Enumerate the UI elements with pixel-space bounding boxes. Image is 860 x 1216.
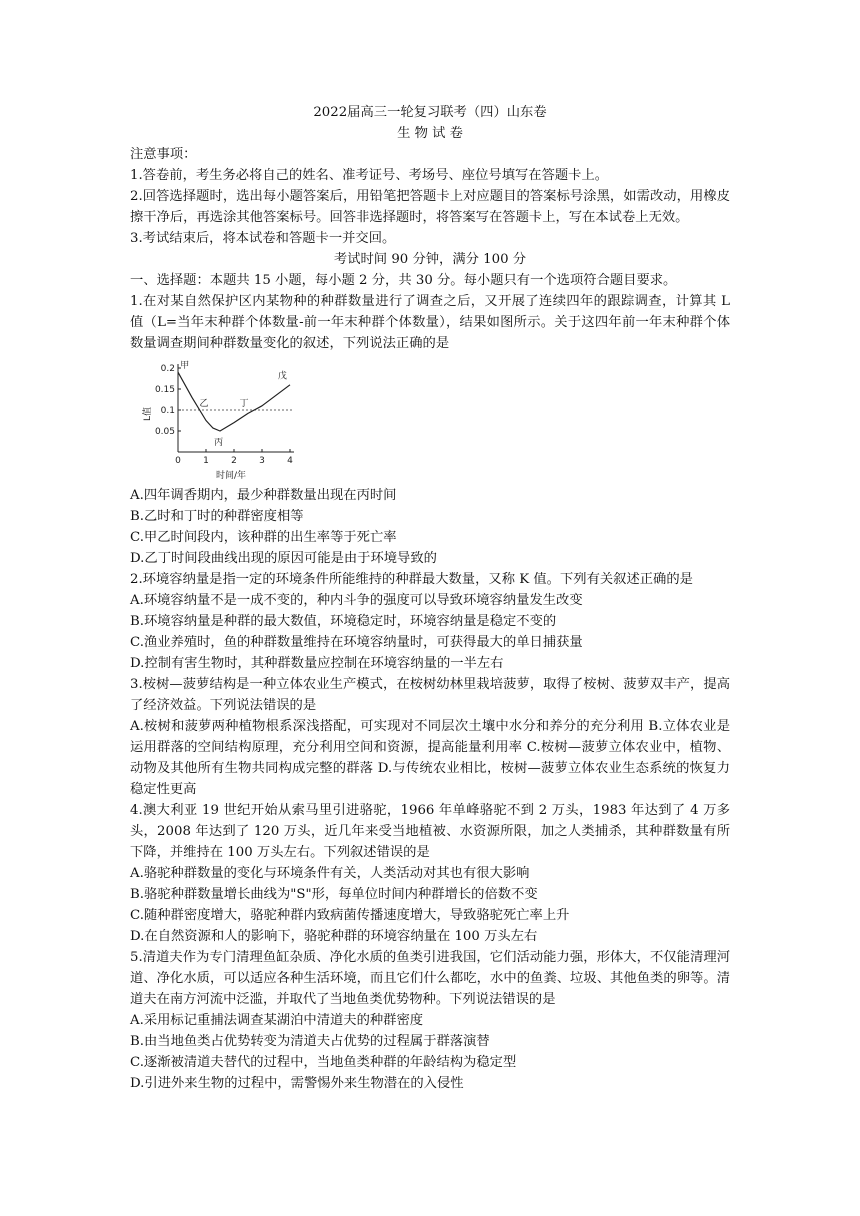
question-1-stem: 1.在对某自然保护区内某物种的种群数量进行了调查之后，又开展了连续四年的跟踪调查，计算其 L 值（L=当年末种群个体数量-前一年末种群个体数量），结果如图所示。关于这四年前一年末种群个体数量调查期间种群数量变化的叙述，下列说法正确的是 — [130, 294, 730, 351]
y-axis-label: L值 — [143, 406, 153, 422]
question-5-stem: 5.清道夫作为专门清理鱼缸杂质、净化水质的鱼类引进我国，它们活动能力强，形体大，不仅能清理河道、净化水质，可以适应各种生活环境，而且它们什么都吃，水中的鱼粪、垃圾、其他鱼类的卵等。清道夫在南方河流中泛滥，并取代了当地鱼类优势物种。下列说法错误的是 — [130, 950, 730, 1007]
y-tick-label: 0.2 — [160, 364, 175, 374]
exam-page — [130, 102, 730, 1094]
question-4-option-c: C.随种群密度增大，骆驼种群内致病菌传播速度增大，导致骆驼死亡率上升 — [130, 908, 570, 923]
x-tick-label: 1 — [203, 456, 209, 466]
question-4-option-a: A.骆驼种群数量的变化与环境条件有关，人类活动对其也有很大影响 — [130, 866, 530, 881]
question-4-option-d: D.在自然资源和人的影响下，骆驼种群的环境容纳量在 100 万头左右 — [130, 929, 538, 944]
question-2-stem: 2.环境容纳量是指一定的环境条件所能维持的种群最大数量，又称 K 值。下列有关叙述正确的是 — [130, 572, 693, 587]
point-label: 乙 — [199, 399, 209, 409]
question-4-stem: 4.澳大利亚 19 世纪开始从索马里引进骆驼，1966 年单峰骆驼不到 2 万头，1983 年达到了 4 万多头，2008 年达到了 120 万头，近几年来受当地植被、水资源所限，加之人类捕杀，其种群数量有所下降，并维持在 100 万头左右。下列叙述错误的是 — [130, 803, 730, 860]
notice-heading: 注意事项： — [130, 147, 197, 162]
x-tick-label: 4 — [287, 456, 293, 466]
question-5-option-c: C.逐渐被清道夫替代的过程中，当地鱼类种群的年龄结构为稳定型 — [130, 1055, 517, 1070]
point-label: 丙 — [214, 438, 224, 449]
x-tick-label: 2 — [231, 456, 237, 466]
question-2-option-a: A.环境容纳量不是一成不变的，种内斗争的强度可以导致环境容纳量发生改变 — [130, 593, 583, 608]
notice-item-3: 3.考试结束后，将本试卷和答题卡一并交回。 — [130, 231, 396, 246]
question-1-option-b: B.乙时和丁时的种群密度相等 — [130, 509, 304, 524]
exam-subject: 生 物 试 卷 — [397, 126, 463, 141]
question-3-options: A.桉树和菠萝两种植物根系深浅搭配，可实现对不同层次土壤中水分和养分的充分利用 B.立体农业是运用群落的空间结构原理，充分利用空间和资源，提高能量利用率 C.桉树—菠萝立体农业中，植物、动物及其他所有生物共同构成完整的群落 D.与传统农业相比，桉树—菠萝立体农业生态系统的恢复力稳定性更高 — [130, 719, 730, 797]
question-1-option-d: D.乙丁时间段曲线出现的原因可能是由于环境导致的 — [130, 551, 437, 566]
question-1-option-a: A.四年调香期内，最少种群数量出现在丙时间 — [130, 488, 397, 503]
notice-item-1: 1.答卷前，考生务必将自己的姓名、准考证号、考场号、座位号填写在答题卡上。 — [130, 168, 609, 183]
point-label: 丁 — [239, 399, 249, 409]
notice-item-2: 2.回答选择题时，选出每小题答案后，用铅笔把答题卡上对应题目的答案标号涂黑，如需改动，用橡皮擦干净后，再选涂其他答案标号。回答非选择题时，将答案写在答题卡上，写在本试卷上无效。 — [130, 189, 730, 225]
l-value-chart — [136, 356, 296, 482]
question-5-option-d: D.引进外来生物的过程中，需警惕外来生物潜在的入侵性 — [130, 1076, 464, 1091]
exam-info: 考试时间 90 分钟，满分 100 分 — [333, 252, 527, 267]
l-value-curve — [178, 372, 290, 431]
y-tick-label: 0.1 — [160, 406, 175, 416]
x-tick-label: 0 — [175, 456, 181, 466]
point-label: 戊 — [277, 371, 287, 382]
section-heading: 一、选择题：本题共 15 小题，每小题 2 分，共 30 分。每小题只有一个选项符合题目要求。 — [130, 273, 677, 288]
question-5-option-b: B.由当地鱼类占优势转变为清道夫占优势的过程属于群落演替 — [130, 1034, 490, 1049]
question-2-option-c: C.渔业养殖时，鱼的种群数量维持在环境容纳量时，可获得最大的单日捕获量 — [130, 635, 583, 650]
question-2-option-d: D.控制有害生物时，其种群数量应控制在环境容纳量的一半左右 — [130, 656, 504, 671]
x-axis-label: 时间/年 — [215, 471, 247, 481]
x-tick-label: 3 — [259, 456, 265, 466]
chart-svg — [136, 356, 296, 482]
exam-title: 2022届高三一轮复习联考（四）山东卷 — [313, 105, 547, 120]
y-tick-label: 0.15 — [154, 385, 175, 395]
y-tick-label: 0.05 — [154, 427, 175, 437]
question-3-stem: 3.桉树—菠萝结构是一种立体农业生产模式，在桉树幼林里栽培菠萝，取得了桉树、菠萝双丰产，提高了经济效益。下列说法错误的是 — [130, 677, 730, 713]
point-label: 甲 — [180, 361, 190, 372]
question-2-option-b: B.环境容纳量是种群的最大数值，环境稳定时，环境容纳量是稳定不变的 — [130, 614, 557, 629]
question-4-option-b: B.骆驼种群数量增长曲线为"S"形，每单位时间内种群增长的倍数不变 — [130, 887, 538, 902]
question-5-option-a: A.采用标记重捕法调查某湖泊中清道夫的种群密度 — [130, 1013, 424, 1028]
question-1-option-c: C.甲乙时间段内，该种群的出生率等于死亡率 — [130, 530, 397, 545]
